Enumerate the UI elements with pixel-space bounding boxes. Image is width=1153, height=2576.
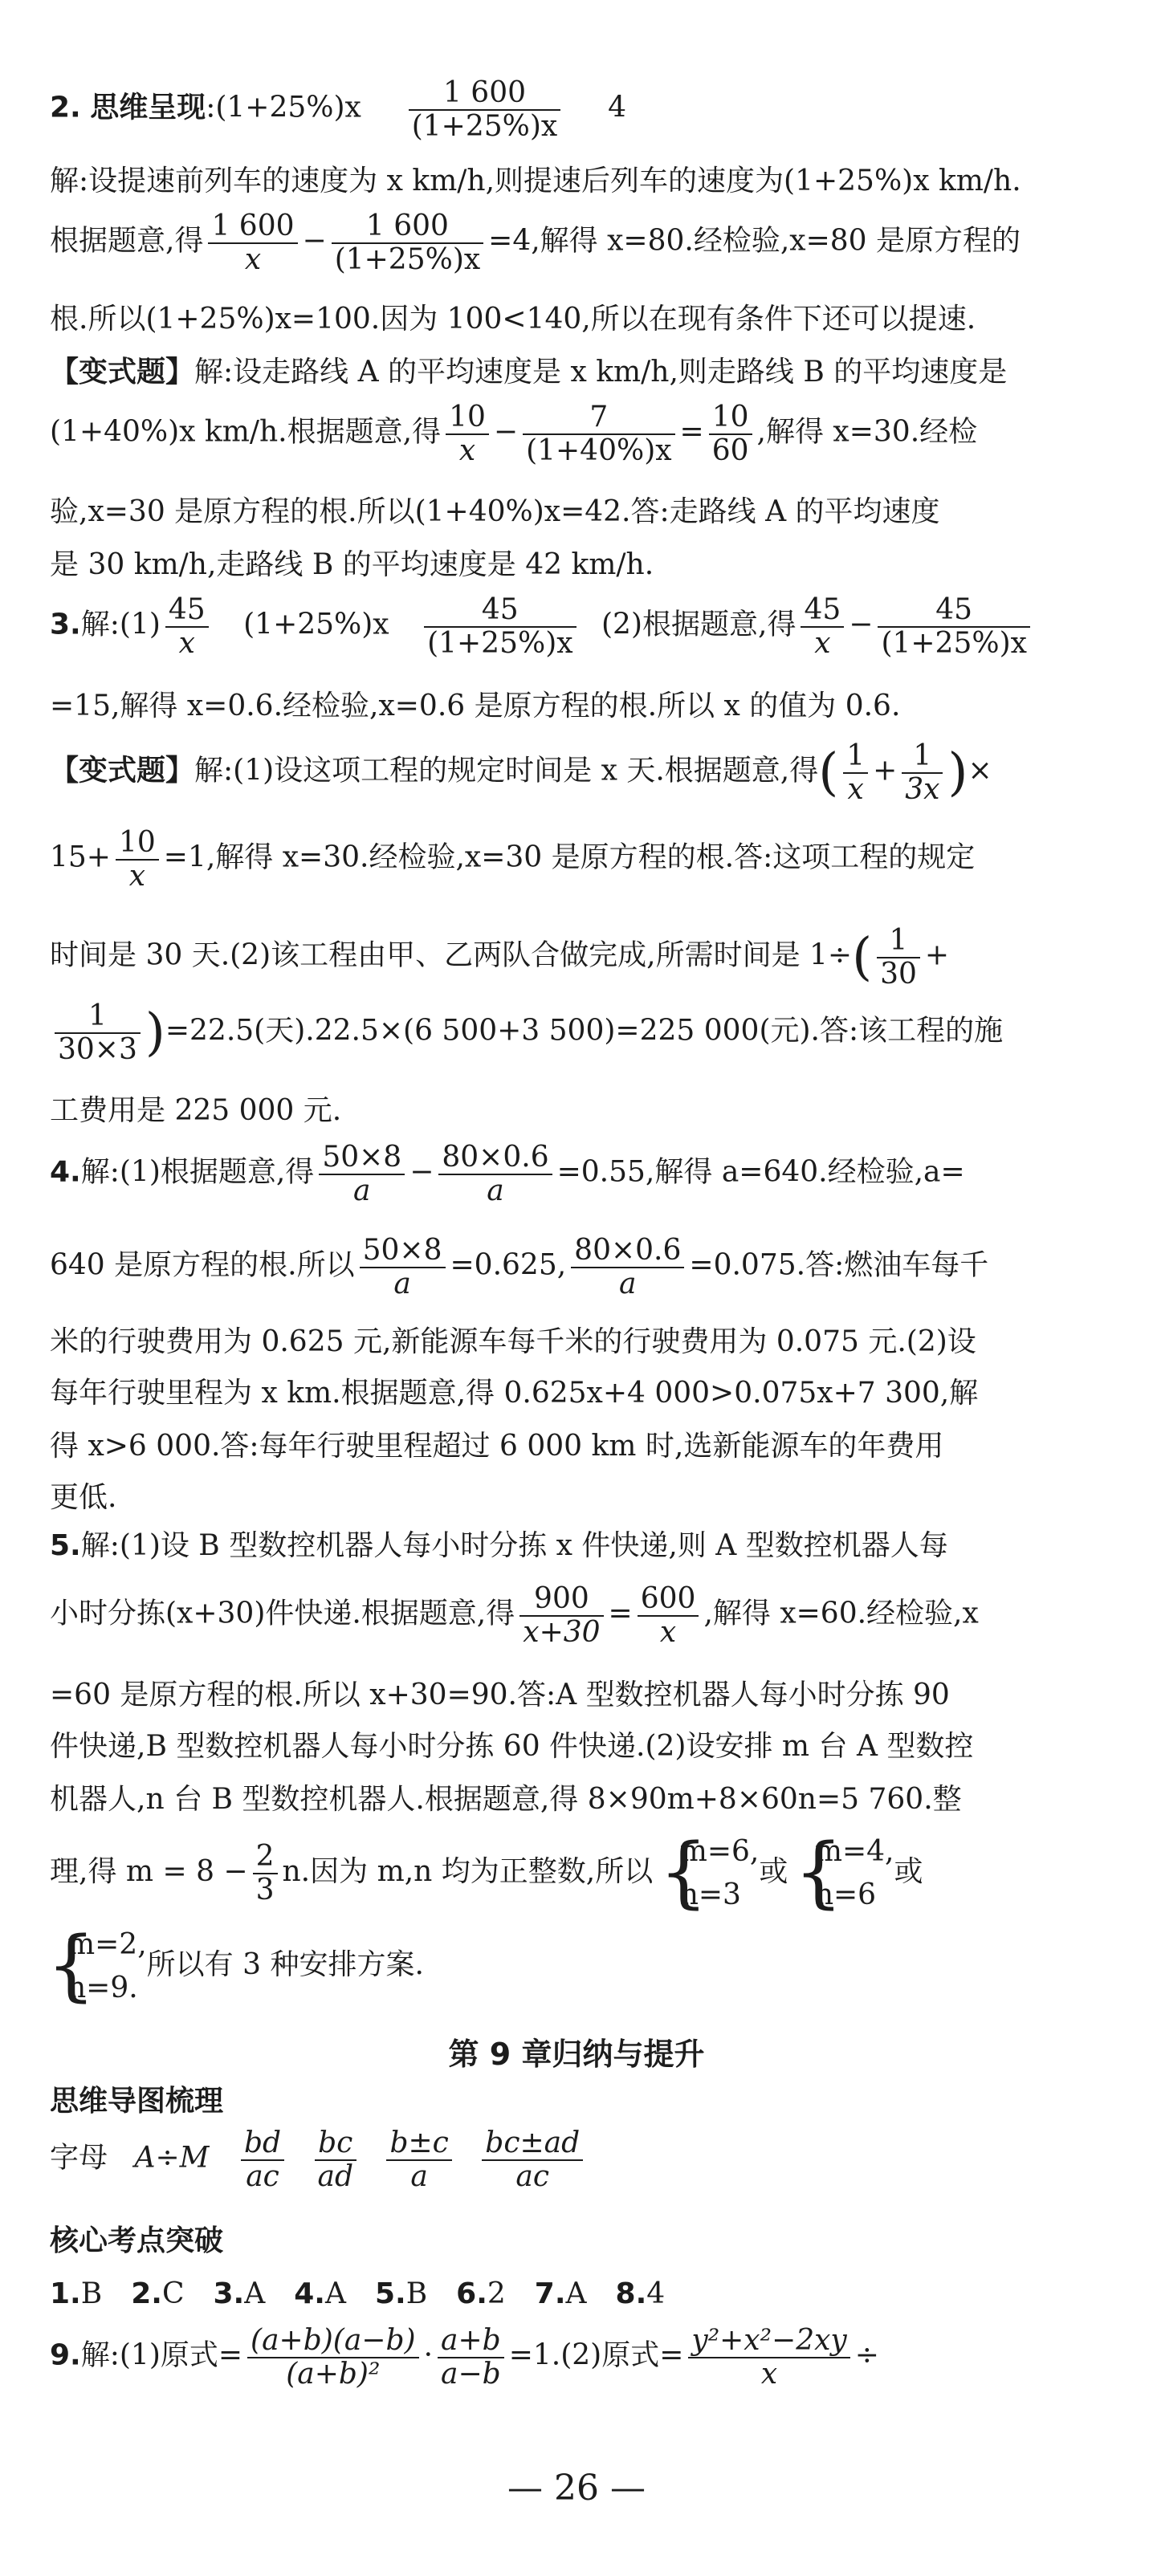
q2-title: 思维呈现 <box>90 91 206 124</box>
q5-system-1: { m=6, n=3 <box>662 1830 760 1917</box>
q2-line1: 解:设提速前列车的速度为 x km/h,则提速后列车的速度为(1+25%)x km/h. <box>50 165 1021 197</box>
q5-label: 5. <box>50 1529 81 1562</box>
q3-label: 3. <box>50 608 81 641</box>
q5-system-2: { m=4, n=6 <box>797 1830 894 1917</box>
q9-label: 9. <box>50 2338 81 2372</box>
q5-line3: =60 是原方程的根.所以 x+30=90.答:A 型数控机器人每小时分拣 90 <box>50 1679 950 1711</box>
answer-item: 3.A <box>213 2277 266 2310</box>
q5-line6: 理,得 m = 8 − $\frac{2}{3}$ n.因为 m,n 均为正整数,所以 { m=6, n=3 或 { m=4, n=6 或 <box>50 1830 923 1917</box>
answer-item: 5.B <box>374 2277 428 2310</box>
v2-tag: 【变式题】 <box>50 754 195 787</box>
q5-system-3: { m=2, n=9. <box>50 1923 147 2010</box>
q5-line7: { m=2, n=9. 所以有 3 种安排方案. <box>50 1923 424 2010</box>
answer-item: 8.4 <box>615 2277 666 2310</box>
q4-label: 4. <box>50 1155 81 1189</box>
q2-frac-a: $\frac{1 600}{x}$ <box>208 210 297 275</box>
q4-line4: 每年行驶里程为 x km.根据题意,得 0.625x+4 000>0.075x+7 300,解 <box>50 1377 979 1410</box>
answer-item: 2.C <box>131 2277 185 2310</box>
q2-e1: (1+25%)x <box>215 91 361 124</box>
q4-line1: 4.解:(1)根据题意,得 $\frac{50\times 8}{a}$ − $\frac{80\times 0.6}{a}$ =0.55,解得 a=640.经检验,a= <box>50 1141 965 1207</box>
mind-map-title: 思维导图梳理 <box>50 2085 224 2118</box>
q2-line2: 根据题意,得 $\frac{1 600}{x}$ − $\frac{1 600}{(1+25\%)x}$ =4,解得 x=80.经检验,x=80 是原方程的 <box>50 210 1021 276</box>
core-title: 核心考点突破 <box>50 2224 224 2257</box>
v1-line1: 【变式题】解:设走路线 A 的平均速度是 x km/h,则走路线 B 的平均速度是 <box>50 356 1008 389</box>
answer-item: 4.A <box>294 2277 346 2310</box>
q5-line4: 件快递,B 型数控机器人每小时分拣 60 件快递.(2)设安排 m 台 A 型数控 <box>50 1730 974 1763</box>
q2-label: 2. <box>50 91 81 124</box>
answer-item: 1.B <box>50 2277 103 2310</box>
v2-line2: 15+ $\frac{10}{x}$ =1,解得 x=30.经检验,x=30 是原方程的根.答:这项工程的规定 <box>50 826 976 893</box>
q5-line2: 小时分拣(x+30)件快递.根据题意,得 $\frac{900}{x+30}$ = $\frac{600}{x}$ ,解得 x=60.经检验,x <box>50 1582 979 1649</box>
q4-line2: 640 是原方程的根.所以 $\frac{50\times 8}{a}$ =0.625, $\frac{80\times 0.6}{a}$ =0.075.答:燃油车每千 <box>50 1234 989 1300</box>
v1-tag: 【变式题】 <box>50 356 195 389</box>
v2-line5: 工费用是 225 000 元. <box>50 1094 342 1127</box>
mind-map-items: 字母 A÷M $\frac{bd}{ac}$ $\frac{bc}{ad}$ $\frac{b\pm c}{a}$ $\frac{bc\pm ad}{ac}$ <box>50 2127 588 2192</box>
q4-line5: 得 x>6 000.答:每年行驶里程超过 6 000 km 时,选新能源车的年费用 <box>50 1430 944 1463</box>
v2-line3: 时间是 30 天.(2)该工程由甲、乙两队合做完成,所需时间是 1÷( $\frac{1}{30}$ + <box>50 924 950 991</box>
v1-line4: 是 30 km/h,走路线 B 的平均速度是 42 km/h. <box>50 548 654 581</box>
q4-line6: 更低. <box>50 1481 117 1514</box>
q5-line1: 5.解:(1)设 B 型数控机器人每小时分拣 x 件快递,则 A 型数控机器人每 <box>50 1529 948 1562</box>
page-number: — 26 — <box>507 2468 646 2509</box>
chapter-title: 第 9 章归纳与提升 <box>448 2037 705 2072</box>
q2-frac-b: $\frac{1 600}{(1+25\%)x}$ <box>332 210 483 275</box>
answer-item: 7.A <box>534 2277 587 2310</box>
q3-line1: 3.解:(1) $\frac{45}{x}$ (1+25%)x $\frac{45}{(1+25\%)x}$ (2)根据题意,得 $\frac{45}{x}$ − $\frac{45}{(1+25\%)x}$ <box>50 594 1035 659</box>
q2-fraction: $\frac{1 600}{(1+25\%)x}$ <box>409 77 560 142</box>
q3-line2: =15,解得 x=0.6.经检验,x=0.6 是原方程的根.所以 x 的值为 0.6. <box>50 690 901 722</box>
q2-e2: 4 <box>608 91 627 124</box>
v1-line2: (1+40%)x km/h.根据题意,得 $\frac{10}{x}$ − $\frac{7}{(1+40\%)x}$ = $\frac{10}{60}$ ,解得 x=30.经检 <box>50 401 978 467</box>
q5-line5: 机器人,n 台 B 型数控机器人.根据题意,得 8×90m+8×60n=5 760.整 <box>50 1783 962 1816</box>
q4-line3: 米的行驶费用为 0.625 元,新能源车每千米的行驶费用为 0.075 元.(2)设 <box>50 1325 976 1358</box>
q2-line3: 根.所以(1+25%)x=100.因为 100<140,所以在现有条件下还可以提速. <box>50 303 976 336</box>
q9-line1: 9.解:(1)原式= $\frac{(a+b)(a-b)}{\text{(a+b)²}}$ · $\frac{a+b}{a-b}$ =1.(2)原式= $\frac{\text{y²+x²−2xy}}{x}$ ÷ <box>50 2324 879 2391</box>
answer-item: 6.2 <box>456 2277 506 2310</box>
v1-line3: 验,x=30 是原方程的根.所以(1+40%)x=42.答:走路线 A 的平均速度 <box>50 495 940 528</box>
q2-colon: : <box>206 91 216 124</box>
v2-line1: 【变式题】解:(1)设这项工程的规定时间是 x 天.根据题意,得( $\frac{1}{x}$ + $\frac{1}{3x}$ )× <box>50 739 992 806</box>
v2-line4: $\frac{1}{30\times 3}$ )=22.5(天).22.5×(6 500+3 500)=225 000(元).答:该工程的施 <box>50 1000 1003 1065</box>
answer-list <box>50 2277 694 2310</box>
q2-header <box>50 77 626 142</box>
